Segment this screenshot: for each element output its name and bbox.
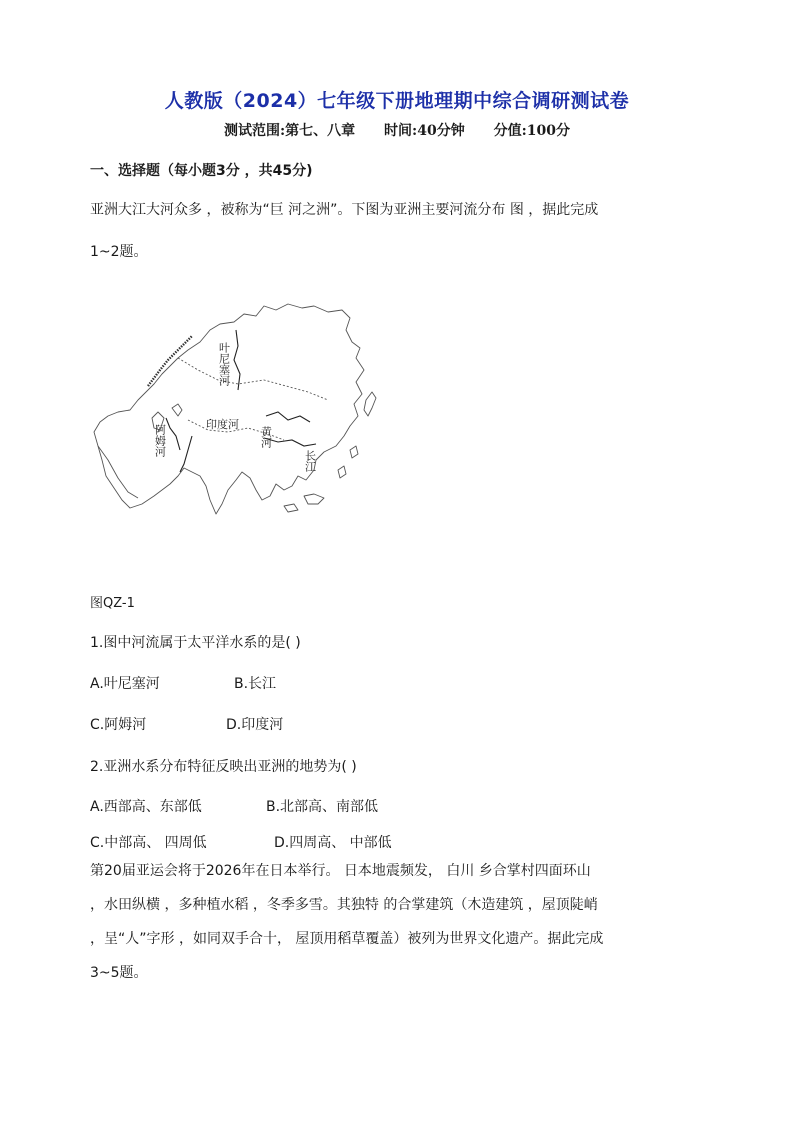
asia-outline: [94, 304, 364, 514]
map-caption: 图QZ-1: [90, 596, 135, 611]
q2-option-d[interactable]: D.四周高、 中部低: [274, 835, 392, 851]
q2-option-a[interactable]: A.西部高、东部低: [90, 799, 202, 815]
exam-time: 时间:40分钟: [384, 123, 465, 139]
label-yenisei: 叶尼塞河: [217, 342, 231, 386]
q1-option-c[interactable]: C.阿姆河: [90, 717, 147, 733]
label-yangtze: 长江: [303, 450, 317, 472]
q1-option-b[interactable]: B.长江: [234, 676, 277, 692]
intro-paragraph-line: 亚洲大江大河众多 ，被称为“巨 河之洲”。下图为亚洲主要河流分布 图 ，据此完成: [90, 202, 599, 218]
label-amu: 阿姆河: [153, 424, 167, 457]
intro2-paragraph-line: 第20届亚运会将于2026年在日本举行。 日本地震频发， 白川 乡合掌村四面环山: [90, 863, 591, 879]
q1-option-a[interactable]: A.叶尼塞河: [90, 676, 160, 692]
exam-info: [0, 120, 794, 140]
question-2-stem: 2.亚洲水系分布特征反映出亚洲的地势为( ): [90, 759, 357, 775]
intro-paragraph-line: 1~2题。: [90, 244, 148, 260]
exam-scope: 测试范围:第七、八章: [224, 123, 356, 139]
page-title: 人教版（2024）七年级下册地理期中综合调研测试卷: [164, 90, 630, 112]
q2-option-b[interactable]: B.北部高、南部低: [266, 799, 379, 815]
label-yellow: 黄河: [259, 426, 273, 448]
yellow-river: [266, 412, 310, 422]
exam-score: 分值:100分: [493, 123, 570, 139]
amu-river: [166, 418, 180, 450]
intro2-paragraph-line: ，呈“人”字形 ，如同双手合十， 屋顶用稻草覆盖）被列为世界文化遗产。据此完成: [90, 931, 604, 947]
label-indus: 印度河: [206, 418, 239, 431]
intro2-paragraph-line: ，水田纵横 ，多种植水稻 ，冬季多雪。其独特 的合掌建筑（木造建筑 ，屋顶陡峭: [90, 897, 598, 913]
section-heading: 一、选择题（每小题3分 ，共45分): [90, 163, 313, 179]
yenisei-river: [234, 330, 240, 390]
intro2-paragraph-line: 3~5题。: [90, 965, 148, 981]
asia-river-map: [88, 300, 384, 522]
q2-option-c[interactable]: C.中部高、 四周低: [90, 835, 207, 851]
q1-option-d[interactable]: D.印度河: [226, 717, 284, 733]
question-1-stem: 1.图中河流属于太平洋水系的是( ): [90, 635, 301, 651]
indus-river: [180, 436, 192, 472]
